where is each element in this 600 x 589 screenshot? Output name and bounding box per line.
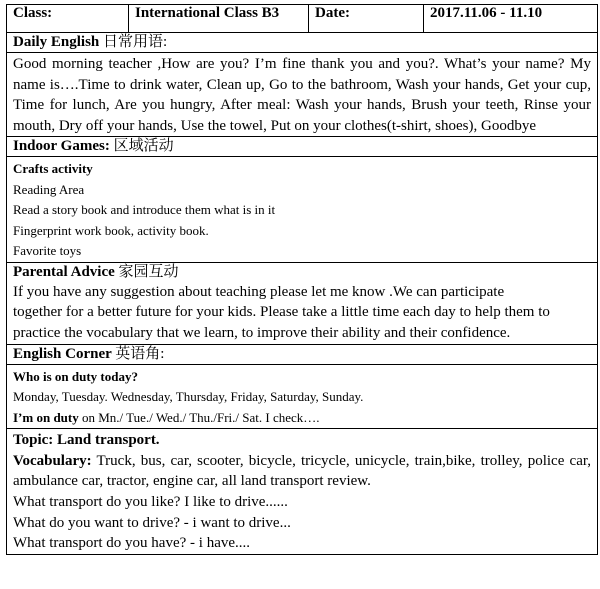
list-item: Fingerprint work book, activity book.	[13, 222, 209, 238]
english-corner-title	[7, 344, 598, 364]
parental-advice-title	[13, 263, 591, 282]
topic-row	[7, 429, 598, 555]
topic-section	[7, 429, 598, 555]
weekly-plan-table	[6, 4, 598, 555]
list-item: Reading Area	[13, 181, 85, 197]
daily-english-title-cn: 日常用语:	[103, 34, 168, 50]
duty-line	[13, 408, 591, 429]
class-label: Class:	[7, 5, 129, 33]
days-of-week: Monday, Tuesday. Wednesday, Thursday, Friday, Saturday, Sunday.	[13, 389, 364, 405]
indoor-games-title	[7, 137, 598, 157]
english-corner-title-en: English Corner	[13, 345, 112, 362]
duty-label: I’m on duty	[13, 409, 79, 425]
english-corner-body-row	[7, 364, 598, 429]
class-value: International Class B3	[129, 5, 309, 33]
daily-english-body: Good morning teacher ,How are you? I’m fine thank you and you?. What’s your name? My name is….Time to drink water, Clean up, Go to the bathroom, Wash your hands, Get your cup, Time for lunch, Are you hungry, After meal: Wash your hands, Brush your teeth, Rinse your mouth, Dry off your hands, Use the towel, Put on your clothes(t-shirt, shoes), Goodbye	[7, 53, 598, 137]
topic-line: What transport do you have? - i have....	[13, 535, 251, 552]
daily-english-title	[7, 33, 598, 53]
topic-title: Topic: Land transport.	[13, 432, 160, 449]
duty-text: on Mn./ Tue./ Wed./ Thu./Fri./ Sat. I check….	[82, 409, 320, 425]
date-label: Date:	[309, 5, 424, 33]
indoor-games-title-row	[7, 137, 598, 157]
indoor-games-body	[7, 157, 598, 263]
list-item: Read a story book and introduce them what is in it	[13, 202, 276, 218]
vocabulary	[13, 451, 591, 492]
indoor-games-title-cn: 区域活动	[113, 138, 174, 155]
list-item: Favorite toys	[13, 243, 82, 259]
topic-line: What do you want to drive? - i want to drive...	[13, 514, 291, 531]
parental-advice-title-cn: 家园互动	[118, 263, 179, 280]
vocabulary-text: Truck, bus, car, scooter, bicycle, tricycle, unicycle, train,bike, trolley, police car, ambulance car, tractor, engine car, all land transport review.	[13, 452, 591, 490]
vocabulary-label: Vocabulary:	[13, 452, 92, 469]
header-row	[7, 5, 598, 33]
english-corner-title-cn: 英语角:	[115, 345, 165, 362]
english-corner-body	[7, 364, 598, 429]
topic-line: What transport do you like? I like to drive......	[13, 493, 288, 510]
parental-advice-title-en: Parental Advice	[13, 263, 115, 280]
date-value: 2017.11.06 - 11.10	[424, 5, 598, 33]
daily-english-title-row	[7, 33, 598, 53]
english-corner-title-row	[7, 344, 598, 364]
indoor-games-body-row	[7, 157, 598, 263]
indoor-games-title-en: Indoor Games:	[13, 138, 110, 155]
crafts-activity-title: Crafts activity	[13, 161, 93, 177]
parental-advice-line: practice the vocabulary that we learn, to improve their ability and their confidence.	[13, 325, 511, 342]
parental-advice-line: together for a better future for your kids. Please take a little time each day to help them to	[13, 304, 550, 321]
daily-english-title-en: Daily English	[13, 34, 100, 50]
parental-advice-section	[7, 262, 598, 344]
parental-advice-line: If you have any suggestion about teaching please let me know .We can participate	[13, 283, 505, 300]
daily-english-body-row	[7, 53, 598, 137]
parental-advice-row	[7, 262, 598, 344]
duty-question: Who is on duty today?	[13, 368, 138, 384]
